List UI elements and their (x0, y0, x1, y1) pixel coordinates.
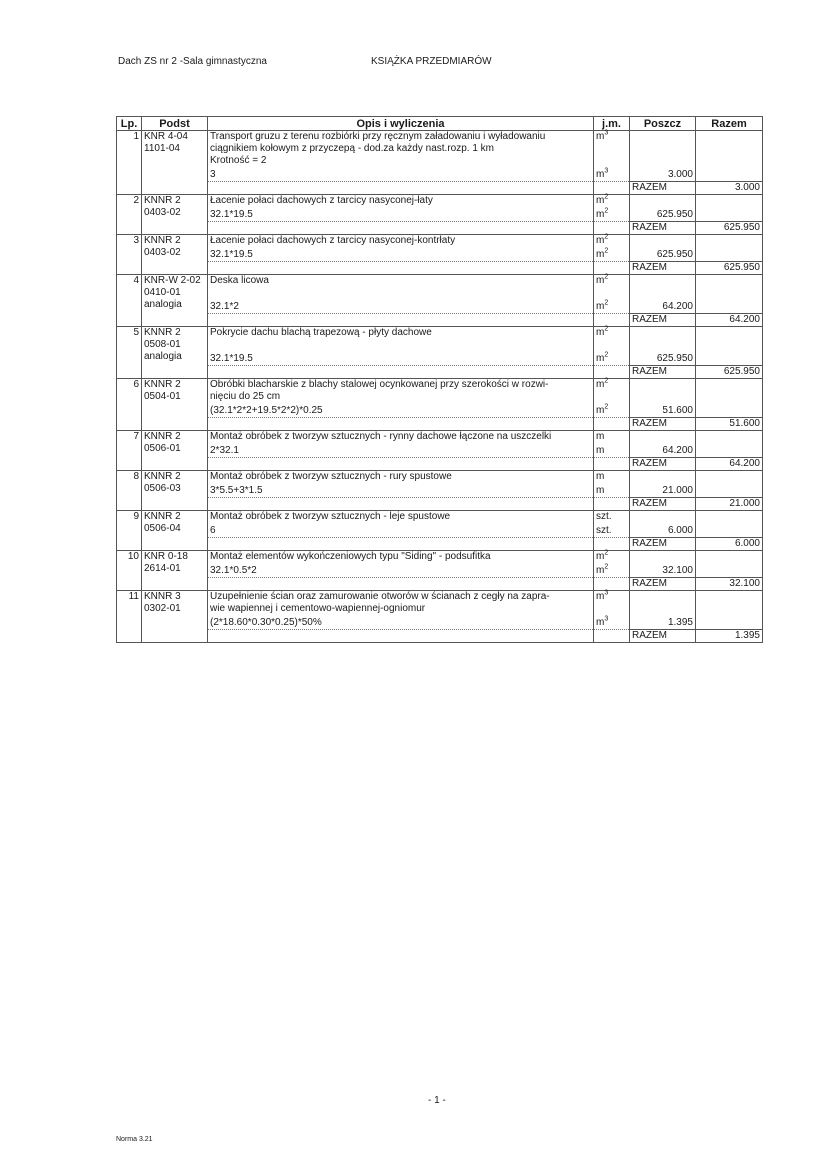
razem-label: RAZEM (630, 458, 696, 471)
item-description (208, 131, 594, 170)
item-basis-line: analogia (144, 351, 182, 362)
item-unit: $m^2$ (594, 235, 630, 249)
item-measure-unit: $m^2$ (594, 564, 630, 578)
item-description (208, 275, 594, 289)
table-row (117, 471, 763, 485)
column-header-podst: Podst (142, 117, 208, 131)
item-description-line: Krotność = 2 (210, 155, 267, 166)
table-row (117, 511, 763, 525)
table-row-measurement (117, 340, 763, 366)
table-row-total (117, 314, 763, 327)
item-basis (142, 551, 208, 578)
bill-of-quantities-table (116, 116, 763, 643)
item-description (208, 551, 594, 565)
item-calculation: 32.1*19.5 (208, 248, 594, 262)
table-row-measurement (117, 248, 763, 262)
column-header-opis: Opis i wyliczenia (208, 117, 594, 131)
item-basis-line: 2614-01 (144, 563, 181, 574)
table-row-measurement (117, 405, 763, 418)
item-basis (142, 275, 208, 314)
item-basis-line: KNNR 2 (144, 195, 181, 206)
item-number: 6 (117, 379, 142, 418)
item-calculation: 2*32.1 (208, 444, 594, 458)
item-basis-line: KNR-W 2-02 (144, 275, 201, 286)
item-unit: $m^2$ (594, 275, 630, 289)
table-row (117, 275, 763, 289)
item-measure-unit: $m^3$ (594, 617, 630, 630)
item-description-line: Montaż obróbek z tworzyw sztucznych - rynny dachowe łączone na uszczelki (210, 431, 552, 442)
item-calculation: 32.1*2 (208, 288, 594, 314)
item-quantity: 32.100 (630, 564, 696, 578)
table-row (117, 591, 763, 618)
software-version: Norma 3.21 (116, 1136, 153, 1143)
table-row (117, 195, 763, 209)
table-row-measurement (117, 564, 763, 578)
item-total: 32.100 (696, 578, 763, 591)
razem-label: RAZEM (630, 630, 696, 643)
item-description-line: Obróbki blacharskie z blachy stalowej ocynkowanej przy szerokości w rozwi- (210, 379, 549, 390)
item-unit: szt. (594, 511, 630, 525)
item-basis-line: 0506-01 (144, 443, 181, 454)
item-basis-line: analogia (144, 299, 182, 310)
table-row-measurement (117, 617, 763, 630)
column-header-razem: Razem (696, 117, 763, 131)
item-basis-line: 0410-01 (144, 287, 181, 298)
item-quantity: 64.200 (630, 444, 696, 458)
document-type-heading: KSIĄŻKA PRZEDMIARÓW (371, 56, 492, 67)
item-total: 625.950 (696, 222, 763, 235)
item-total: 625.950 (696, 262, 763, 275)
item-basis-line: KNNR 2 (144, 379, 181, 390)
table-header-row (117, 117, 763, 131)
item-measure-unit: $m^2$ (594, 340, 630, 366)
item-description-line: Montaż elementów wykończeniowych typu "Siding" - podsufitka (210, 551, 491, 562)
table-row-total (117, 458, 763, 471)
item-measure-unit: $m^2$ (594, 248, 630, 262)
item-description-line: Deska licowa (210, 275, 269, 286)
item-quantity: 6.000 (630, 524, 696, 538)
item-basis-line: 0403-02 (144, 207, 181, 218)
item-description (208, 431, 594, 445)
item-total: 1.395 (696, 630, 763, 643)
table-row-total (117, 182, 763, 195)
table-row-measurement (117, 484, 763, 498)
item-basis (142, 431, 208, 458)
item-description-line: nięciu do 25 cm (210, 391, 281, 402)
item-calculation: 32.1*0.5*2 (208, 564, 594, 578)
item-description-line: Transport gruzu z terenu rozbiórki przy ręcznym załadowaniu i wyładowaniu (210, 131, 546, 142)
item-basis-line: 1101-04 (144, 143, 180, 154)
item-description-line: Montaż obróbek z tworzyw sztucznych - rury spustowe (210, 471, 452, 482)
item-basis-line: KNNR 2 (144, 471, 181, 482)
item-basis-line: 0302-01 (144, 603, 181, 614)
table-row (117, 431, 763, 445)
table-row-total (117, 418, 763, 431)
item-number: 11 (117, 591, 142, 630)
item-description-line: Uzupełnienie ścian oraz zamurowanie otworów w ścianach z cegły na zapra- (210, 591, 550, 602)
item-description (208, 471, 594, 485)
table-row (117, 327, 763, 341)
item-basis-line: 0508-01 (144, 339, 181, 350)
item-measure-unit: $m^2$ (594, 208, 630, 222)
table-row-total (117, 222, 763, 235)
item-calculation: 32.1*19.5 (208, 208, 594, 222)
table-row-total (117, 366, 763, 379)
razem-label: RAZEM (630, 538, 696, 551)
table-row-total (117, 578, 763, 591)
item-total: 625.950 (696, 366, 763, 379)
item-basis (142, 379, 208, 418)
item-total: 64.200 (696, 314, 763, 327)
item-calculation: (2*18.60*0.30*0.25)*50% (208, 617, 594, 630)
item-number: 9 (117, 511, 142, 538)
razem-label: RAZEM (630, 222, 696, 235)
item-unit: $m^3$ (594, 131, 630, 170)
document-title: Dach ZS nr 2 -Sala gimnastyczna (118, 56, 267, 67)
item-calculation: (32.1*2*2+19.5*2*2)*0.25 (208, 405, 594, 418)
table-row (117, 235, 763, 249)
item-basis (142, 131, 208, 182)
item-number: 10 (117, 551, 142, 578)
item-measure-unit: m (594, 484, 630, 498)
item-description (208, 379, 594, 406)
table-row (117, 551, 763, 565)
item-calculation: 3 (208, 169, 594, 182)
item-basis (142, 511, 208, 538)
item-measure-unit: $m^2$ (594, 405, 630, 418)
item-quantity: 625.950 (630, 340, 696, 366)
table-row-measurement (117, 288, 763, 314)
item-measure-unit: $m^2$ (594, 288, 630, 314)
item-calculation: 3*5.5+3*1.5 (208, 484, 594, 498)
item-description-line: Pokrycie dachu blachą trapezową - płyty dachowe (210, 327, 432, 338)
item-measure-unit: $m^3$ (594, 169, 630, 182)
item-number: 5 (117, 327, 142, 366)
item-basis-line: 0506-04 (144, 523, 181, 534)
item-quantity: 51.600 (630, 405, 696, 418)
item-measure-unit: m (594, 444, 630, 458)
razem-label: RAZEM (630, 314, 696, 327)
item-description-line: ciągnikiem kołowym z przyczepą - dod.za każdy nast.rozp. 1 km (210, 143, 494, 154)
item-unit: $m^2$ (594, 195, 630, 209)
column-header-jm: j.m. (594, 117, 630, 131)
page-number: - 1 - (428, 1095, 446, 1106)
item-description-line: wie wapiennej i cementowo-wapiennej-ogniomur (210, 603, 426, 614)
item-basis-line: 0506-03 (144, 483, 181, 494)
item-basis (142, 471, 208, 498)
item-quantity: 625.950 (630, 248, 696, 262)
item-basis (142, 327, 208, 366)
item-basis-line: KNNR 2 (144, 327, 181, 338)
item-basis-line: 0504-01 (144, 391, 181, 402)
item-description (208, 235, 594, 249)
item-description (208, 591, 594, 618)
razem-label: RAZEM (630, 366, 696, 379)
item-unit: $m^3$ (594, 591, 630, 618)
item-unit: $m^2$ (594, 551, 630, 565)
table-body (117, 131, 763, 643)
table-row-total (117, 630, 763, 643)
table-row-measurement (117, 169, 763, 182)
item-basis-line: KNNR 2 (144, 431, 181, 442)
razem-label: RAZEM (630, 262, 696, 275)
item-basis (142, 195, 208, 222)
item-calculation: 6 (208, 524, 594, 538)
razem-label: RAZEM (630, 418, 696, 431)
item-basis-line: KNNR 2 (144, 235, 181, 246)
item-unit: $m^2$ (594, 379, 630, 406)
item-basis-line: 0403-02 (144, 247, 181, 258)
table-row-total (117, 538, 763, 551)
column-header-poszcz: Poszcz (630, 117, 696, 131)
item-number: 3 (117, 235, 142, 262)
table-row-measurement (117, 444, 763, 458)
item-basis (142, 591, 208, 630)
item-unit: $m^2$ (594, 327, 630, 341)
razem-label: RAZEM (630, 498, 696, 511)
item-description (208, 327, 594, 341)
item-unit: m (594, 471, 630, 485)
item-number: 4 (117, 275, 142, 314)
item-description-line: Montaż obróbek z tworzyw sztucznych - leje spustowe (210, 511, 451, 522)
item-quantity: 3.000 (630, 169, 696, 182)
table-row (117, 131, 763, 170)
item-total: 21.000 (696, 498, 763, 511)
table-row (117, 379, 763, 406)
table-row-total (117, 262, 763, 275)
item-basis-line: KNR 4-04 (144, 131, 188, 142)
razem-label: RAZEM (630, 578, 696, 591)
item-total: 51.600 (696, 418, 763, 431)
table-row-measurement (117, 524, 763, 538)
item-basis (142, 235, 208, 262)
item-number: 8 (117, 471, 142, 498)
item-total: 3.000 (696, 182, 763, 195)
item-basis-line: KNR 0-18 (144, 551, 188, 562)
item-quantity: 625.950 (630, 208, 696, 222)
item-description (208, 195, 594, 209)
item-number: 2 (117, 195, 142, 222)
item-description-line: Łacenie połaci dachowych z tarcicy nasyconej-kontrłaty (210, 235, 456, 246)
item-description (208, 511, 594, 525)
item-number: 1 (117, 131, 142, 182)
razem-label: RAZEM (630, 182, 696, 195)
item-calculation: 32.1*19.5 (208, 340, 594, 366)
table-row-total (117, 498, 763, 511)
item-quantity: 1.395 (630, 617, 696, 630)
item-basis-line: KNNR 2 (144, 511, 181, 522)
item-number: 7 (117, 431, 142, 458)
item-basis-line: KNNR 3 (144, 591, 181, 602)
item-quantity: 21.000 (630, 484, 696, 498)
item-measure-unit: szt. (594, 524, 630, 538)
column-header-lp: Lp. (117, 117, 142, 131)
item-total: 6.000 (696, 538, 763, 551)
item-total: 64.200 (696, 458, 763, 471)
table-row-measurement (117, 208, 763, 222)
item-quantity: 64.200 (630, 288, 696, 314)
item-description-line: Łacenie połaci dachowych z tarcicy nasyconej-łaty (210, 195, 433, 206)
item-unit: m (594, 431, 630, 445)
